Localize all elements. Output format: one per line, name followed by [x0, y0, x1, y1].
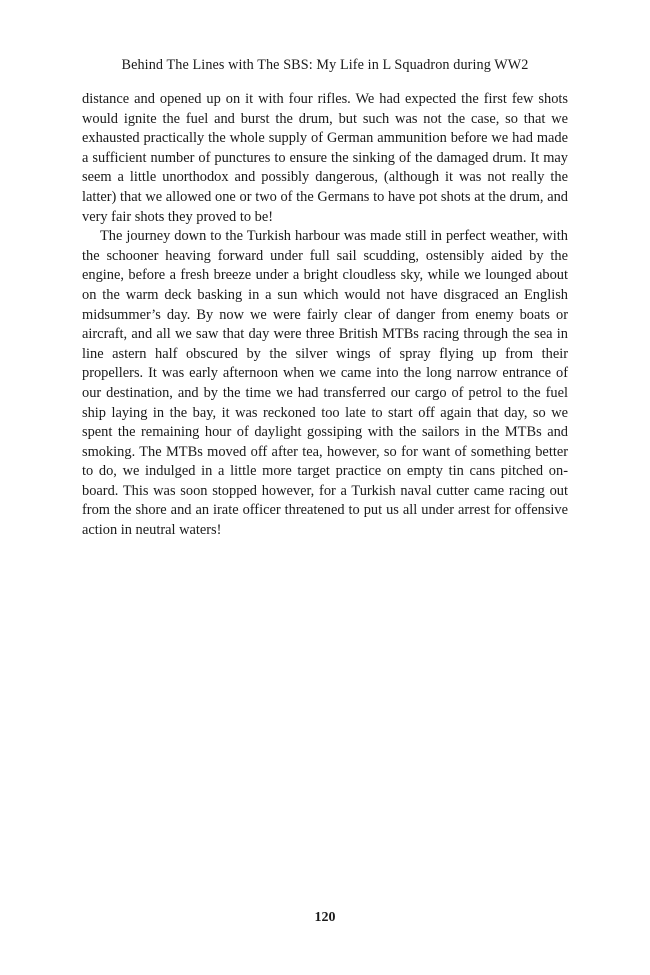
body-text [82, 90, 568, 541]
paragraph-turkish-harbour: The journey down to the Turkish harbour was made still in perfect weather, with the schooner heaving forward under full sail scudding, ostensibly aided by the engine, before a fresh breeze under a bright cloudless sky, while we lounged about on the warm deck basking in a sun which would not have disgraced an English midsummer’s day. By now we were fairly clear of danger from enemy boats or aircraft, and all we saw that day were three British MTBs racing through the sea in line astern half obscured by the silver wings of spray flying up from their propellers. It was early afternoon when we came into the long narrow entrance of our destination, and by the time we had transferred our cargo of petrol to the fuel ship laying in the bay, it was reckoned too late to start off again that day, so we spent the remaining hour of daylight gossiping with the sailors in the MTBs and smoking. The MTBs moved off after tea, however, so for want of something better to do, we indulged in a little more target practice on empty tin cans pitched on-board. This was soon stopped however, for a Turkish naval cutter came racing out from the shore and an irate officer threatened to put us all under arrest for offensive action in neutral waters! [82, 228, 568, 539]
paragraph-continued: distance and opened up on it with four rifles. We had expected the first few shots would ignite the fuel and burst the drum, but such was not the case, so that we exhausted practically the whole supply of German ammunition before we had made a sufficient number of punctures to ensure the sinking of the damaged drum. It may seem a little unorthodox and possibly dangerous, (although it was not really the latter) that we allowed one or two of the Germans to have pot shots at the drum, and very fair shots they proved to be! [82, 91, 568, 225]
page-number: 120 [314, 910, 336, 925]
running-header: Behind The Lines with The SBS: My Life in L Squadron during WW2 [121, 57, 529, 73]
